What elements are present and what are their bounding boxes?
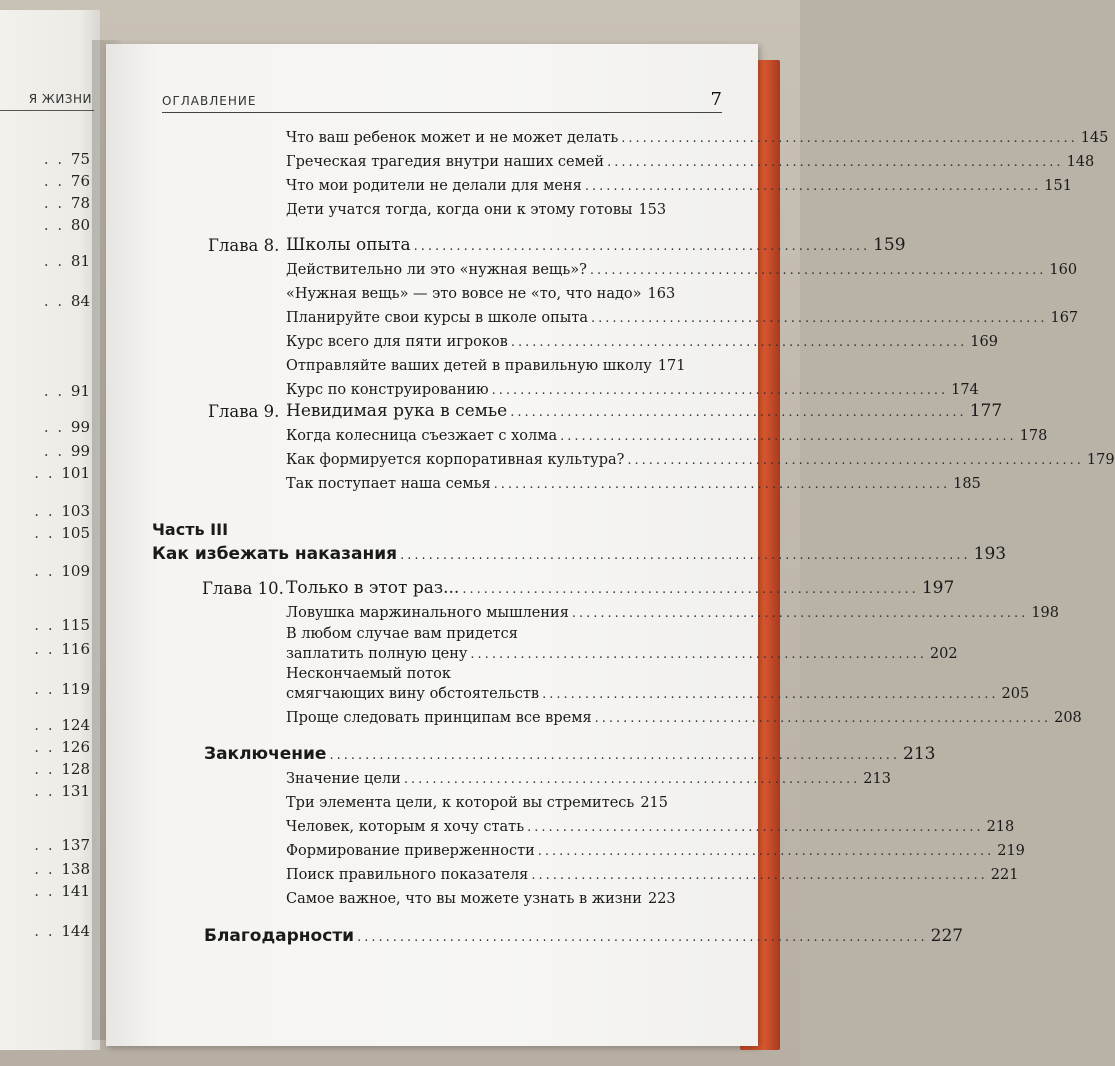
- section-title: «Нужная вещь» — это вовсе не «то, что надо»: [286, 286, 642, 302]
- dot-leader: . .: [34, 716, 62, 734]
- left-page-number: . . 124: [34, 716, 90, 734]
- section-page: 202: [929, 646, 958, 662]
- dot-leader: ................................................................: [527, 820, 984, 835]
- header-page-number: 7: [710, 89, 722, 110]
- toc-chapter-row[interactable]: [286, 401, 1003, 421]
- left-page-number: . . 80: [43, 216, 90, 234]
- dot-leader: ................................................................: [462, 582, 919, 597]
- section-title: Курс всего для пяти игроков: [286, 334, 508, 350]
- toc-section-row[interactable]: [286, 819, 1015, 835]
- toc-section-row[interactable]: [286, 771, 891, 787]
- section-title: Ловушка маржинального мышления: [286, 605, 569, 621]
- right-page: [106, 44, 1115, 1046]
- dot-leader: . .: [43, 172, 71, 190]
- dot-leader: . .: [34, 524, 62, 542]
- section-title-line1: Нескончаемый поток: [286, 666, 451, 682]
- dot-leader: ................................................................: [493, 477, 951, 492]
- dot-leader: . .: [34, 836, 62, 854]
- left-page-number: . . 103: [34, 502, 90, 520]
- section-page: 163: [647, 286, 676, 302]
- left-page-number: . . 84: [43, 292, 90, 310]
- left-page-number: . . 138: [34, 860, 90, 878]
- chapter-page: 177: [969, 401, 1003, 421]
- dot-leader: ................................................................: [594, 711, 1052, 726]
- left-page-number: . . 119: [34, 680, 90, 698]
- section-page: 171: [657, 358, 686, 374]
- section-page: 218: [986, 819, 1015, 835]
- chapter-title: Школы опыта: [286, 235, 411, 255]
- thanks-page: 227: [930, 926, 964, 946]
- left-page-number: . . 91: [43, 382, 90, 400]
- toc-section-row[interactable]: [286, 154, 1095, 170]
- part-label: Часть III: [152, 520, 229, 539]
- toc-section-row[interactable]: [286, 202, 667, 218]
- chapter-title: Невидимая рука в семье: [286, 401, 508, 421]
- dot-leader: . .: [34, 616, 62, 634]
- section-page: 174: [951, 382, 979, 398]
- section-title: Когда колесница съезжает с холма: [286, 428, 558, 444]
- section-page: 221: [990, 867, 1019, 883]
- section-title: Так поступает наша семья: [286, 476, 491, 492]
- dot-leader: . .: [34, 640, 62, 658]
- toc-section-row[interactable]: [286, 262, 1078, 278]
- dot-leader: ................................................................: [470, 647, 927, 662]
- dot-leader: ................................................................: [621, 131, 1078, 146]
- part-page: 193: [973, 544, 1007, 564]
- chapter-page: 197: [921, 578, 955, 598]
- dot-leader: ................................................................................: [329, 748, 901, 763]
- toc-section-row[interactable]: [286, 310, 1079, 326]
- dot-leader: ................................................................: [584, 179, 1042, 194]
- section-title: Как формируется корпоративная культура?: [286, 452, 625, 468]
- left-page-number: . . 78: [43, 194, 90, 212]
- section-page: 169: [970, 334, 998, 350]
- dot-leader: ................................................................: [491, 383, 949, 398]
- dot-leader: . .: [34, 680, 62, 698]
- left-page-number: . . 126: [34, 738, 90, 756]
- toc-section-row[interactable]: [286, 476, 981, 492]
- dot-leader: . .: [34, 860, 62, 878]
- section-title: Проще следовать принципам все время: [286, 710, 592, 726]
- section-title: Отправляйте ваших детей в правильную школу: [286, 358, 652, 374]
- section-title: Что мои родители не делали для меня: [286, 178, 582, 194]
- section-page: 151: [1044, 178, 1072, 194]
- section-page: 219: [997, 843, 1025, 859]
- section-title: Что ваш ребенок может и не может делать: [286, 130, 619, 146]
- section-title-line1: В любом случае вам придется: [286, 626, 518, 642]
- left-page-number: . . 105: [34, 524, 90, 542]
- dot-leader: ................................................................................: [400, 548, 971, 563]
- left-page-header: Я ЖИЗНИ: [28, 92, 92, 106]
- section-title: Значение цели: [286, 771, 401, 787]
- section-page: 213: [863, 771, 891, 787]
- left-page: [0, 10, 100, 1050]
- chapter-title: Только в этот раз...: [286, 578, 460, 598]
- left-page-number: . . 99: [43, 418, 90, 436]
- section-title: Греческая трагедия внутри наших семей: [286, 154, 605, 170]
- left-page-number: . . 116: [34, 640, 90, 658]
- left-page-number: . . 109: [34, 562, 90, 580]
- dot-leader: ................................................................................: [357, 930, 928, 945]
- toc-chapter-row[interactable]: [286, 235, 906, 255]
- section-page: 160: [1049, 262, 1078, 278]
- section-title: заплатить полную цену: [286, 646, 468, 662]
- toc-section-row[interactable]: [286, 605, 1059, 621]
- dot-leader: ................................................................: [607, 155, 1064, 170]
- dot-leader: . .: [43, 382, 71, 400]
- dot-leader: . .: [34, 502, 62, 520]
- dot-leader: ................................................................: [589, 263, 1047, 278]
- section-page: 185: [953, 476, 981, 492]
- toc-section-row[interactable]: [286, 452, 1115, 468]
- left-page-number: . . 75: [43, 150, 90, 168]
- section-page: 153: [638, 202, 667, 218]
- section-page: 198: [1031, 605, 1059, 621]
- section-title: Человек, которым я хочу стать: [286, 819, 525, 835]
- dot-leader: . .: [43, 216, 71, 234]
- section-page: 179: [1086, 452, 1115, 468]
- header-title: ОГЛАВЛЕНИЕ: [162, 94, 257, 108]
- left-page-number: . . 137: [34, 836, 90, 854]
- dot-leader: ................................................................: [510, 335, 968, 350]
- dot-leader: . .: [43, 442, 71, 460]
- page-header: [162, 90, 722, 112]
- dot-leader: ................................................................: [591, 311, 1048, 326]
- dot-leader: . .: [34, 760, 62, 778]
- header-rule: [162, 112, 722, 113]
- toc-section-row[interactable]: [286, 795, 669, 811]
- section-page: 178: [1019, 428, 1048, 444]
- left-page-number: . . 99: [43, 442, 90, 460]
- dot-leader: ................................................................: [627, 453, 1084, 468]
- chapter-page: 159: [873, 235, 906, 255]
- left-header-rule: [0, 110, 94, 111]
- toc-chapter-row[interactable]: [286, 578, 955, 598]
- toc-section-row[interactable]: [286, 710, 1082, 726]
- dot-leader: . .: [43, 150, 71, 168]
- toc-section-row[interactable]: [286, 358, 686, 374]
- dot-leader: ................................................................: [510, 405, 967, 420]
- toc-section-row[interactable]: [286, 891, 676, 907]
- dot-leader: ................................................................: [542, 687, 999, 702]
- dot-leader: . .: [34, 922, 62, 940]
- left-page-number: . . 131: [34, 782, 90, 800]
- dot-leader: ................................................................: [403, 772, 861, 787]
- dot-leader: ................................................................: [531, 868, 988, 883]
- toc-part-row[interactable]: [152, 544, 1007, 564]
- section-page: 205: [1001, 686, 1030, 702]
- left-page-number: . . 141: [34, 882, 90, 900]
- section-page: 145: [1080, 130, 1109, 146]
- toc-section-row[interactable]: [286, 334, 998, 350]
- chapter-number: Глава 8.: [208, 236, 280, 255]
- section-page: 148: [1066, 154, 1095, 170]
- dot-leader: ................................................................: [413, 239, 871, 254]
- toc-section-row[interactable]: [286, 130, 1109, 146]
- dot-leader: . .: [43, 292, 71, 310]
- section-page: 223: [647, 891, 676, 907]
- dot-leader: ................................................................: [560, 429, 1017, 444]
- toc-section-row[interactable]: [286, 382, 979, 398]
- toc-section-row[interactable]: [286, 843, 1025, 859]
- conclusion-page: 213: [903, 744, 936, 764]
- part-title: Как избежать наказания: [152, 544, 398, 564]
- left-page-number: . . 144: [34, 922, 90, 940]
- left-page-number: . . 115: [34, 616, 90, 634]
- left-page-number: . . 81: [43, 252, 90, 270]
- left-page-number: . . 128: [34, 760, 90, 778]
- dot-leader: ................................................................: [537, 844, 995, 859]
- left-page-number: . . 76: [43, 172, 90, 190]
- left-page-number: . . 101: [34, 464, 90, 482]
- section-title: Самое важное, что вы можете узнать в жизни: [286, 891, 642, 907]
- dot-leader: . .: [34, 562, 62, 580]
- toc-section-row[interactable]: [286, 867, 1019, 883]
- section-title: Планируйте свои курсы в школе опыта: [286, 310, 589, 326]
- section-page: 208: [1054, 710, 1082, 726]
- conclusion-title: Заключение: [204, 744, 327, 764]
- toc-section-row[interactable]: [286, 428, 1048, 444]
- toc-section-row[interactable]: [286, 286, 676, 302]
- dot-leader: ................................................................: [571, 606, 1029, 621]
- section-title: смягчающих вину обстоятельств: [286, 686, 540, 702]
- section-title: Дети учатся тогда, когда они к этому готовы: [286, 202, 633, 218]
- section-title: Поиск правильного показателя: [286, 867, 529, 883]
- toc-section-row[interactable]: [286, 178, 1072, 194]
- chapter-number: Глава 10.: [202, 579, 284, 598]
- chapter-number: Глава 9.: [208, 402, 280, 421]
- dot-leader: . .: [34, 738, 62, 756]
- toc-section-row[interactable]: [286, 686, 1030, 702]
- toc-thanks-row[interactable]: [204, 926, 964, 946]
- dot-leader: . .: [34, 882, 62, 900]
- thanks-title: Благодарности: [204, 926, 355, 946]
- section-title: Курс по конструированию: [286, 382, 489, 398]
- dot-leader: . .: [43, 194, 71, 212]
- section-title: Три элемента цели, к которой вы стремитесь: [286, 795, 635, 811]
- toc-section-row[interactable]: [286, 646, 958, 662]
- dot-leader: . .: [34, 464, 62, 482]
- section-title: Формирование приверженности: [286, 843, 535, 859]
- toc-conclusion-row[interactable]: [204, 744, 936, 764]
- dot-leader: . .: [43, 418, 71, 436]
- section-page: 215: [640, 795, 669, 811]
- section-page: 167: [1050, 310, 1079, 326]
- section-title: Действительно ли это «нужная вещь»?: [286, 262, 587, 278]
- dot-leader: . .: [43, 252, 71, 270]
- dot-leader: . .: [34, 782, 62, 800]
